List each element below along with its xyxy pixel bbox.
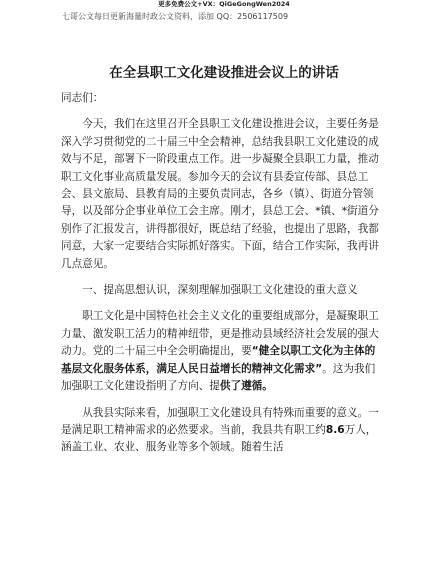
bold-number: 8.6 [325,423,345,436]
paragraph-significance [61,308,381,395]
top-note: 更多免费公文+VX：QiGeGongWen2024 [158,0,290,8]
greeting: 同志们： [61,92,104,104]
paragraph-text: 职工文化是中国特色社会主义文化的重要组成部分，是凝聚职工力量、激发职工活力的精神纽带，更是推动县域经济社会发展的强大动力。党的二十届三中全会明确提出，要 [61,310,379,358]
section-heading-1: 一、提高思想认识，深刻理解加强职工文化建设的重大意义 [82,284,358,297]
paragraph-text: 万人，涵盖工业、农业、服务业等多个领域。随着生活 [61,423,377,454]
document-body [61,90,381,457]
paragraph-intro: 今天，我们在这里召开全县职工文化建设推进会议，主要任务是深入学习贯彻党的二十届三中全会精神，总结我县职工文化建设的成效与不足，部署下一阶段重点工作。进一步凝聚全县职工力量，推动职工文化事业高质量发展。参加今天的会议有县委宣传部、县总工会、县文旅局、县教育局的主要负责同志，各乡（镇）、街道分管领导，以及部分企事业单位工会主席。刚才，县总工会、*镇、*街道分别作了汇报发言，讲得都很好，既总结了经验，也提出了思路，我都同意，大家一定要结合实际抓好落实。下面，结合工作实际，我再讲几点意见。 [61,118,379,270]
bold-text: 供了遵循。 [219,380,273,393]
header-line: 七哥公文每日更新海量时政公文资料，添加 QQ：2506117509 [62,12,289,21]
page-title: 在全县职工文化建设推进会议上的讲话 [109,65,339,81]
bold-quote: “健全以职工文化为主体的基层文化服务体系，满足人民日益增长的精神文化需求” [61,345,376,375]
paragraph-local-context [61,405,381,457]
paragraph-text: 从我县实际来看，加强职工文化建设具有特殊而重要的意义。一是满足职工精神需求的必然要求。当前，我县共有职工约 [61,406,379,436]
paragraph-text: 。这为我们加强职工文化建设指明了方向、提 [61,362,376,393]
